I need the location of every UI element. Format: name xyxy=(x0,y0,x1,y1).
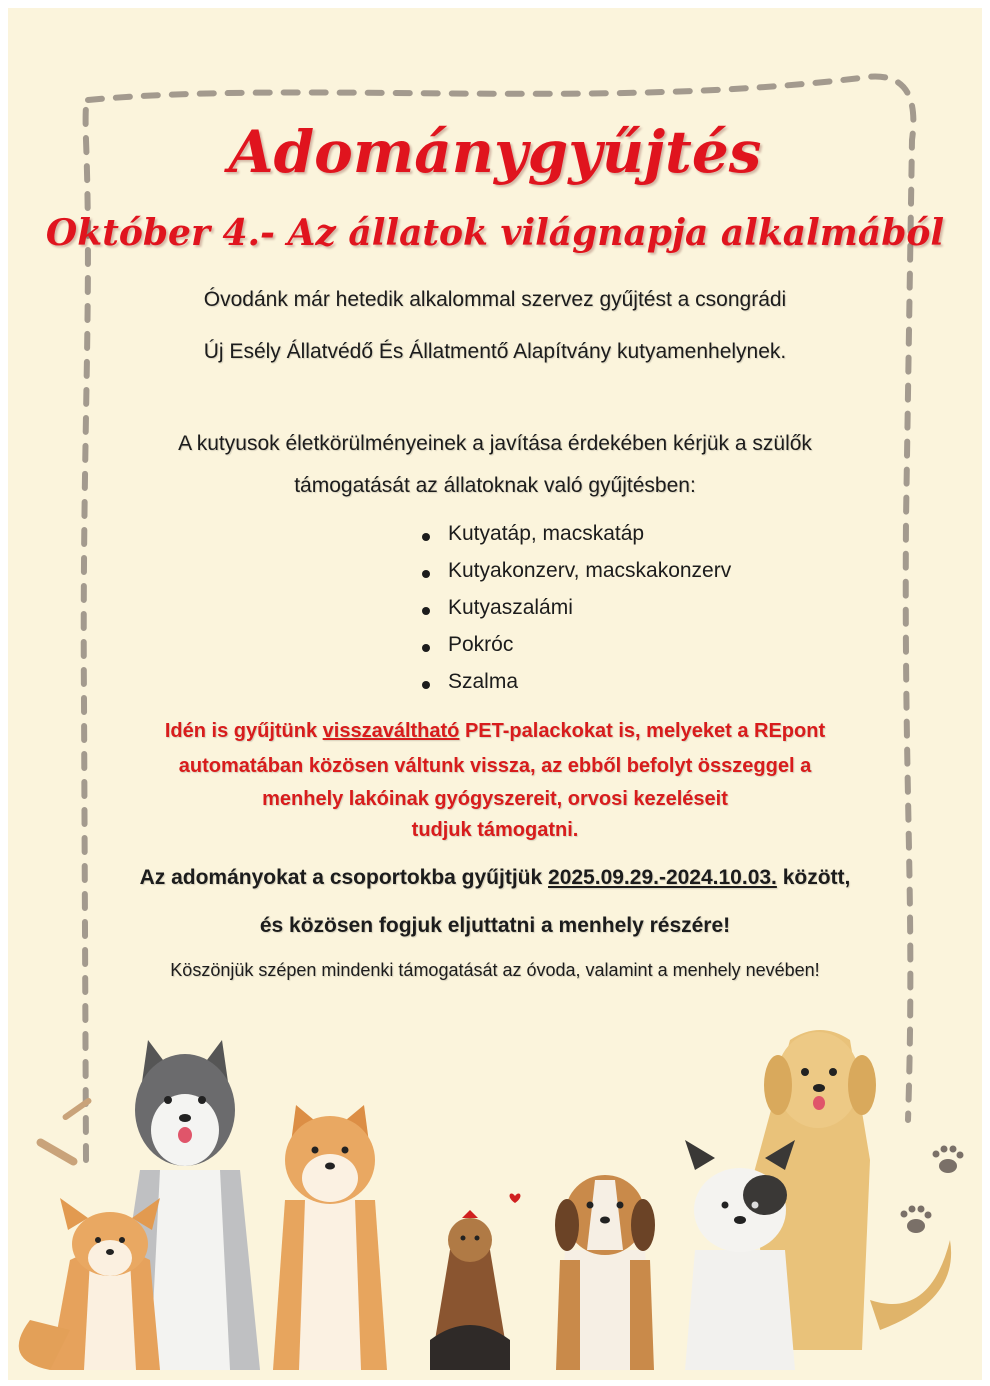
pet-note-line-3: menhely lakóinak gyógyszereit, orvosi kezeléseit xyxy=(262,788,728,810)
request-line-2: támogatását az állatoknak való gyűjtésben: xyxy=(294,474,696,497)
collection-text: Az adományokat a csoportokba gyűjtjük xyxy=(139,866,549,889)
dogs-illustration xyxy=(0,1000,990,1386)
donation-items-list xyxy=(448,522,731,707)
collection-line-1 xyxy=(0,866,990,890)
poster-subtitle: Október 4.- Az állatok világnapja alkalmából xyxy=(45,212,945,254)
request-line-1: A kutyusok életkörülményeinek a javítása érdekében kérjük a szülők xyxy=(178,432,812,455)
heart-icon xyxy=(510,1194,521,1203)
intro-line-2: Új Esély Állatvédő És Állatmentő Alapítvány kutyamenhelynek. xyxy=(203,340,787,363)
list-item: Kutyakonzerv, macskakonzerv xyxy=(448,559,731,596)
pet-note-line-1 xyxy=(0,720,990,743)
collection-dates: 2025.09.29.-2024.10.03. xyxy=(548,866,777,889)
list-item: Kutyatáp, macskatáp xyxy=(448,522,731,559)
beagle xyxy=(555,1175,655,1370)
shiba-inu xyxy=(273,1105,387,1370)
pet-note-underlined: visszaváltható xyxy=(322,720,460,742)
collection-line-2: és közösen fogjuk eljuttatni a menhely részére! xyxy=(259,914,731,937)
bone-icon xyxy=(35,1097,93,1167)
pet-note-text: PET-palackokat is, melyeket a REpont xyxy=(459,720,826,742)
list-item: Kutyaszalámi xyxy=(448,596,731,633)
corgi xyxy=(19,1198,160,1370)
pet-note-line-2: automatában közösen váltunk vissza, az ebből befolyt összeggel a xyxy=(178,755,812,777)
thanks-line: Köszönjük szépen mindenki támogatását az óvoda, valamint a menhely nevében! xyxy=(170,960,820,980)
pet-note-line-4: tudjuk támogatni. xyxy=(411,819,579,841)
list-item: Pokróc xyxy=(448,633,731,670)
collection-text: között, xyxy=(776,866,851,889)
paw-print-icon xyxy=(901,1146,964,1234)
intro-line-1: Óvodánk már hetedik alkalommal szervez gyűjtést a csongrádi xyxy=(203,288,787,311)
list-item: Szalma xyxy=(448,670,731,707)
yorkshire-terrier xyxy=(430,1210,510,1370)
poster-title: Adománygyűjtés xyxy=(228,118,762,186)
pet-note-text: Idén is gyűjtünk xyxy=(164,720,323,742)
